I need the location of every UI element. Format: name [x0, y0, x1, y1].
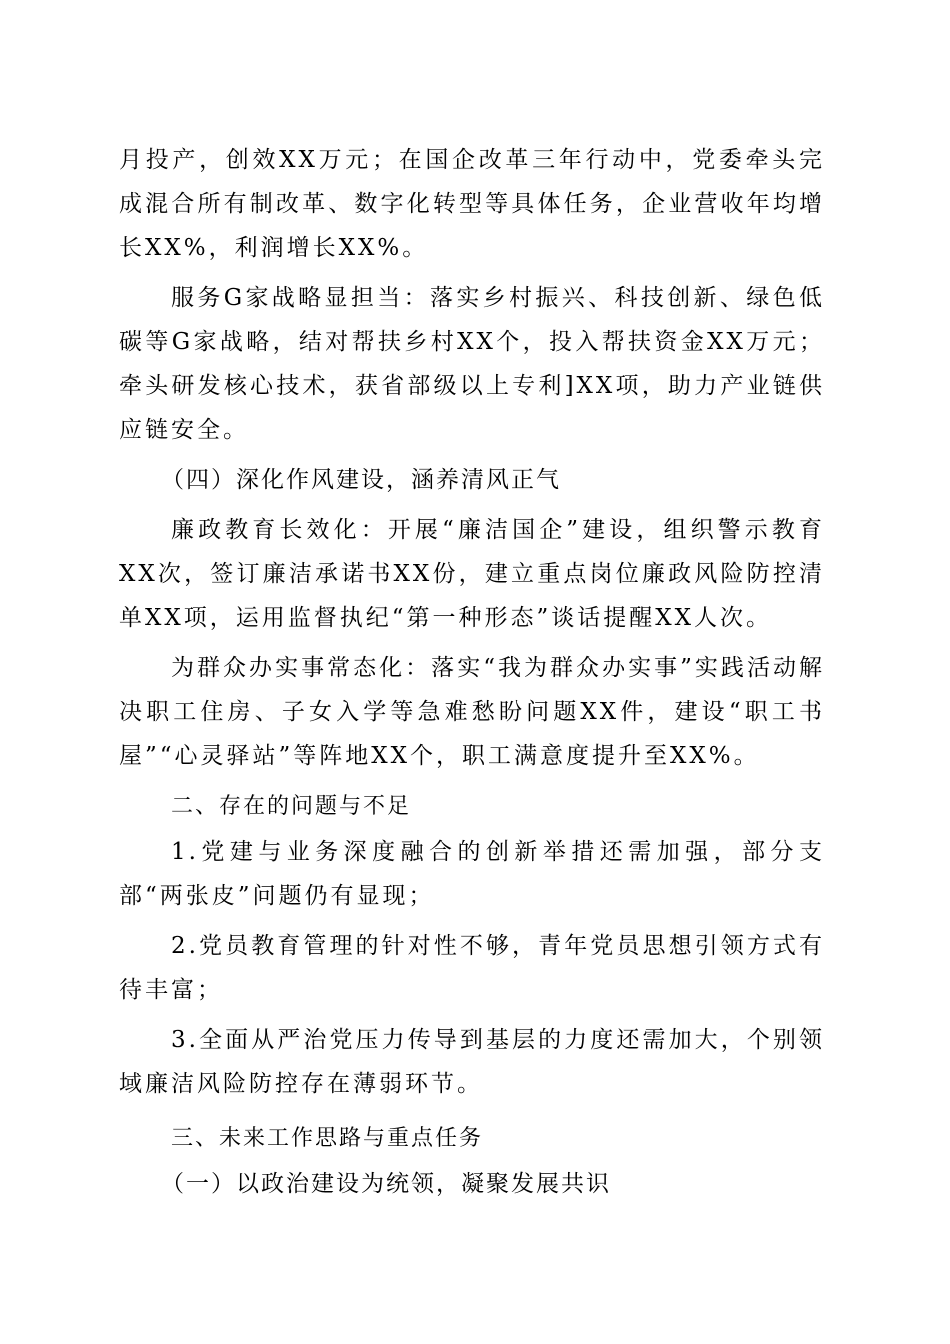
- section-heading-future-work: 三、未来工作思路与重点任务: [171, 1126, 484, 1151]
- list-item-problem-3: 3.全面从严治党压力传导到基层的力度还需加大，个别领域廉洁风险防控存在薄弱环节。: [119, 1027, 825, 1097]
- section-heading-problems: 二、存在的问题与不足: [171, 794, 412, 819]
- paragraph-integrity-education: 廉政教育长效化：开展“廉洁国企”建设，组织警示教育XX次，签订廉洁承诺书XX份，建立重点岗位廉政风险防控清单XX项，运用监督执纪“第一种形态”谈话提醒XX人次。: [119, 517, 825, 631]
- list-item-problem-2: 2.党员教育管理的针对性不够，青年党员思想引领方式有待丰富；: [119, 933, 825, 1003]
- document-body: [119, 138, 825, 1206]
- list-item-problem-1: 1.党建与业务深度融合的创新举措还需加强，部分支部“两张皮”问题仍有显现；: [119, 839, 825, 909]
- subheading-conduct-building: （四）深化作风建设，涵养清风正气: [161, 467, 561, 493]
- paragraph-serve-the-people: 为群众办实事常态化：落实“我为群众办实事”实践活动解决职工住房、子女入学等急难愁盼问题XX件，建设“职工书屋”“心灵驿站”等阵地XX个，职工满意度提升至XX%。: [119, 655, 825, 769]
- paragraph-national-strategy: 服务G家战略显担当：落实乡村振兴、科技创新、绿色低碳等G家战略，结对帮扶乡村XX个，投入帮扶资金XX万元；牵头研发核心技术，获省部级以上专利]XX项，助力产业链供应链安全。: [119, 285, 825, 443]
- paragraph-continuation: 月投产，创效XX万元；在国企改革三年行动中，党委牵头完成混合所有制改革、数字化转型等具体任务，企业营收年均增长XX%，利润增长XX%。: [119, 147, 825, 261]
- subheading-political-building: （一）以政治建设为统领，凝聚发展共识: [161, 1171, 611, 1197]
